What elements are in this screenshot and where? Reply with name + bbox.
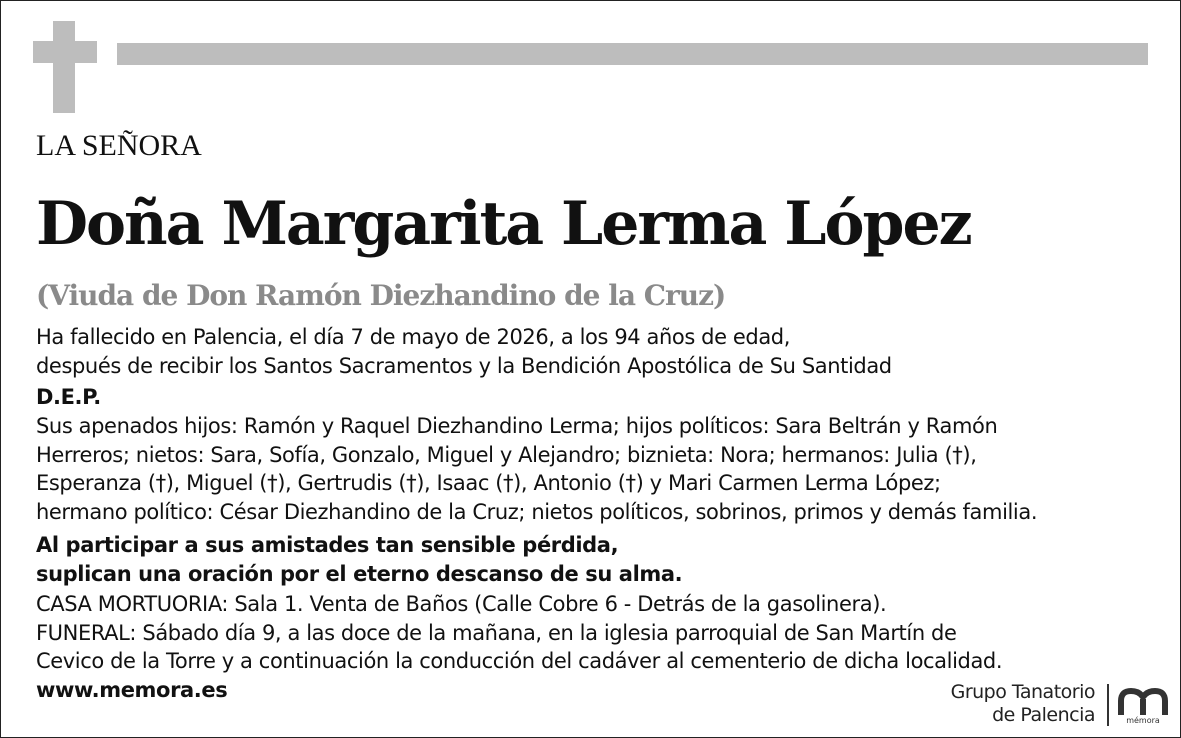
death-line: Ha fallecido en Palencia, el día 7 de mayo de 2026, a los 94 años de edad, [36, 325, 791, 349]
brand-line: de Palencia [992, 704, 1095, 726]
relatives-line: Sus apenados hijos: Ramón y Raquel Diezhandino Lerma; hijos políticos: Sara Beltrán y Ramón [36, 414, 998, 438]
widow-subtitle: (Viuda de Don Ramón Diezhandino de la Cruz) [36, 279, 726, 312]
deceased-name: Doña Margarita Lerma López [36, 189, 971, 259]
appeal-line: Al participar a sus amistades tan sensible pérdida, [36, 533, 619, 557]
title-label: LA SEÑORA [36, 129, 202, 162]
death-line: después de recibir los Santos Sacramentos y la Bendición Apostólica de Su Santidad [36, 353, 892, 378]
relatives-paragraph [36, 412, 1146, 526]
dep-text: D.E.P. [36, 385, 101, 409]
memora-m-icon [1117, 687, 1169, 717]
website-link[interactable]: www.memora.es [36, 677, 228, 702]
cross-horizontal-beam [33, 41, 97, 63]
relatives-line: hermano político: César Diezhandino de la Cruz; nietos políticos, sobrinos, primos y demás familia. [36, 499, 1038, 524]
death-announcement [36, 323, 1146, 380]
appeal-paragraph [36, 531, 1146, 588]
funeral-line: FUNERAL: Sábado día 9, a las doce de la mañana, en la iglesia parroquial de San Martín de [36, 620, 957, 645]
cross-vertical-beam [53, 21, 75, 113]
relatives-line: Esperanza (†), Miguel (†), Gertrudis (†), Isaac (†), Antonio (†) y Mari Carmen Lerma López; [36, 471, 941, 495]
brand-divider [1107, 684, 1109, 726]
funeral-line: Cevico de la Torre y a continuación la conducción del cadáver al cementerio de dicha localidad. [36, 649, 1003, 673]
header-rule [117, 43, 1148, 65]
brand-line: Grupo Tanatorio [950, 681, 1095, 703]
mortuary-line: CASA MORTUORIA: Sala 1. Venta de Baños (Calle Cobre 6 - Detrás de la gasolinera). [36, 592, 887, 616]
logo-text: mémora [1126, 716, 1160, 725]
appeal-line: suplican una oración por el eterno descanso de su alma. [36, 561, 683, 586]
funeral-home-brand [951, 681, 1095, 727]
memora-logo-icon [1117, 687, 1169, 727]
relatives-line: Herreros; nietos: Sara, Sofía, Gonzalo, Miguel y Alejandro; biznieta: Nora; hermanos: Julia (†), [36, 442, 977, 467]
